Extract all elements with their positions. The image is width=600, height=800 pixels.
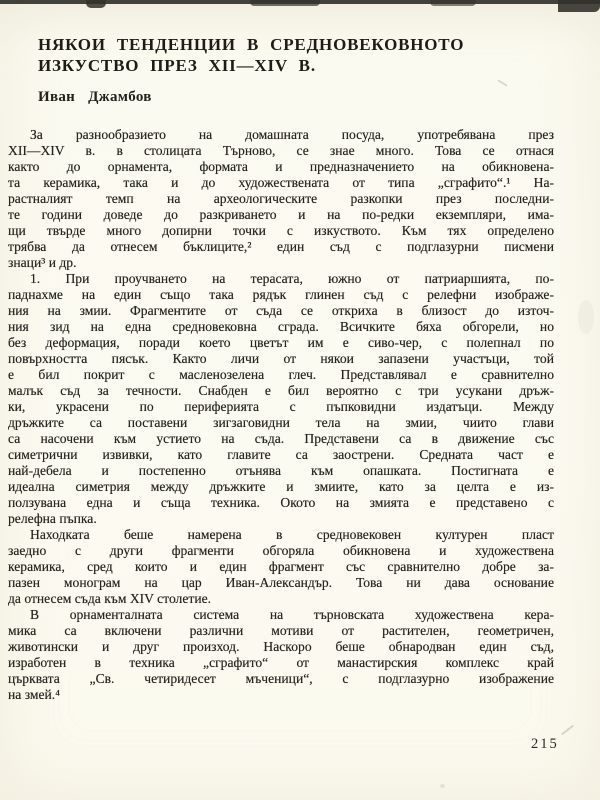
paragraph-1 <box>8 127 554 271</box>
body-line: изработен в техника „сграфито“ от манастирския комплекс край <box>8 655 554 670</box>
page-number: 215 <box>531 736 559 752</box>
body-line: дръжките са поставени зигзаговидни тела на змии, чиито глави <box>8 415 554 430</box>
scan-smudge <box>440 784 445 788</box>
paragraph-2 <box>8 271 554 527</box>
body-line: та керамика, така и до художествената от типа „сграфито“.¹ На- <box>8 175 554 190</box>
body-line: релефна пъпка. <box>8 511 97 526</box>
body-line: 1. При проучването на терасата, южно от патриаршията, по- <box>30 271 554 286</box>
author-name: Иван Джамбов <box>38 89 152 105</box>
scan-smudge <box>578 300 594 334</box>
scan-edge-blob <box>430 0 476 6</box>
scan-edge-artifact <box>0 0 600 12</box>
body-line: В орнаменталната система на търновската художествена кера- <box>30 607 554 622</box>
page-title-line-2: ИЗКУСТВО ПРЕЗ XII—XIV В. <box>38 56 316 75</box>
body-line: заедно с други фрагменти обгоряла обикновена и художествена <box>8 543 554 558</box>
body-line: повърхността пясък. Както личи от някои запазени участъци, той <box>8 351 554 366</box>
body-line: трябва да отнесем бъклиците,² един съд с подглазурни писмени <box>8 239 554 254</box>
body-line: те години доведе до разкриването и на по-редки екземпляри, има- <box>8 207 554 222</box>
body-line: идеална симетрия между дръжките и змиите, като за целта е из- <box>8 479 554 494</box>
body-line: паднахме на един също така рядък глинен съд с релефни изображе- <box>8 287 554 302</box>
page-title-line-1: НЯКОИ ТЕНДЕНЦИИ В СРЕДНОВЕКОВНОТО <box>38 35 465 54</box>
body-line: пазен монограм на цар Иван-Александър. Това ни дава основание <box>8 575 554 590</box>
body-line: ния зид на една средновековна сграда. Всичките бяха обгорели, но <box>8 319 554 334</box>
scan-edge-blob <box>86 0 106 8</box>
page-title <box>38 34 558 76</box>
scan-edge-strip <box>0 0 600 4</box>
body-line: както до орнамента, формата и предназначението на обикновена- <box>8 159 554 174</box>
scan-edge-blob <box>250 0 320 6</box>
body-line: ния на змии. Фрагментите от съда се откриха в близост до източ- <box>8 303 554 318</box>
body-line: животински и друг произход. Наскоро беше обнародван един съд, <box>8 639 554 654</box>
body-line: растналият темп на археологическите разкопки през последни- <box>8 191 554 206</box>
body-line: да отнесем съда към XIV столетие. <box>8 591 212 606</box>
body-line: щи твърде много допирни точки с изкуството. Към тях определено <box>8 223 554 238</box>
body-line: мика са включени различни мотиви от растителен, геометричен, <box>8 623 554 638</box>
body-line: ки, украсени по периферията с пъпковидни издатъци. Между <box>8 399 554 414</box>
body-line: знаци³ и др. <box>8 255 77 270</box>
scan-edge-blob <box>558 0 600 12</box>
body-line: е бил покрит с масленозелена глеч. Представлявал е сравнително <box>8 367 554 382</box>
body-line: на змей.⁴ <box>8 687 60 702</box>
body-line: без деформация, поради което цветът им е сиво-чер, с полепнал по <box>8 335 554 350</box>
body-line: най-дебела и постепенно отънява към опашката. Постигната е <box>8 463 554 478</box>
body-line: църквата „Св. четиридесет мъченици“, с подглазурно изображение <box>8 671 554 686</box>
paragraph-4 <box>8 607 554 703</box>
scan-smudge <box>497 79 507 87</box>
body-line: керамика, сред които и един фрагмент със сравнително добре за- <box>8 559 554 574</box>
body-line: са насочени към устието на съда. Представени са в движение със <box>8 431 554 446</box>
body-line: симетрични извивки, като главите са заострени. Средната част е <box>8 447 554 462</box>
body-line: Находката беше намерена в средновековен културен пласт <box>30 527 554 542</box>
body-line: XII—XIV в. в столицата Търново, се знае много. Това се отнася <box>8 143 554 158</box>
article-body <box>8 127 554 703</box>
body-line: малък съд за течности. Снабден е бил вероятно с три усукани дръж- <box>8 383 554 398</box>
body-line: За разнообразието на домашната посуда, употребявана през <box>30 127 554 142</box>
body-line: ползувана една и съща техника. Окото на змията е представено с <box>8 495 554 510</box>
paragraph-3 <box>8 527 554 607</box>
scan-smudge <box>561 725 574 736</box>
